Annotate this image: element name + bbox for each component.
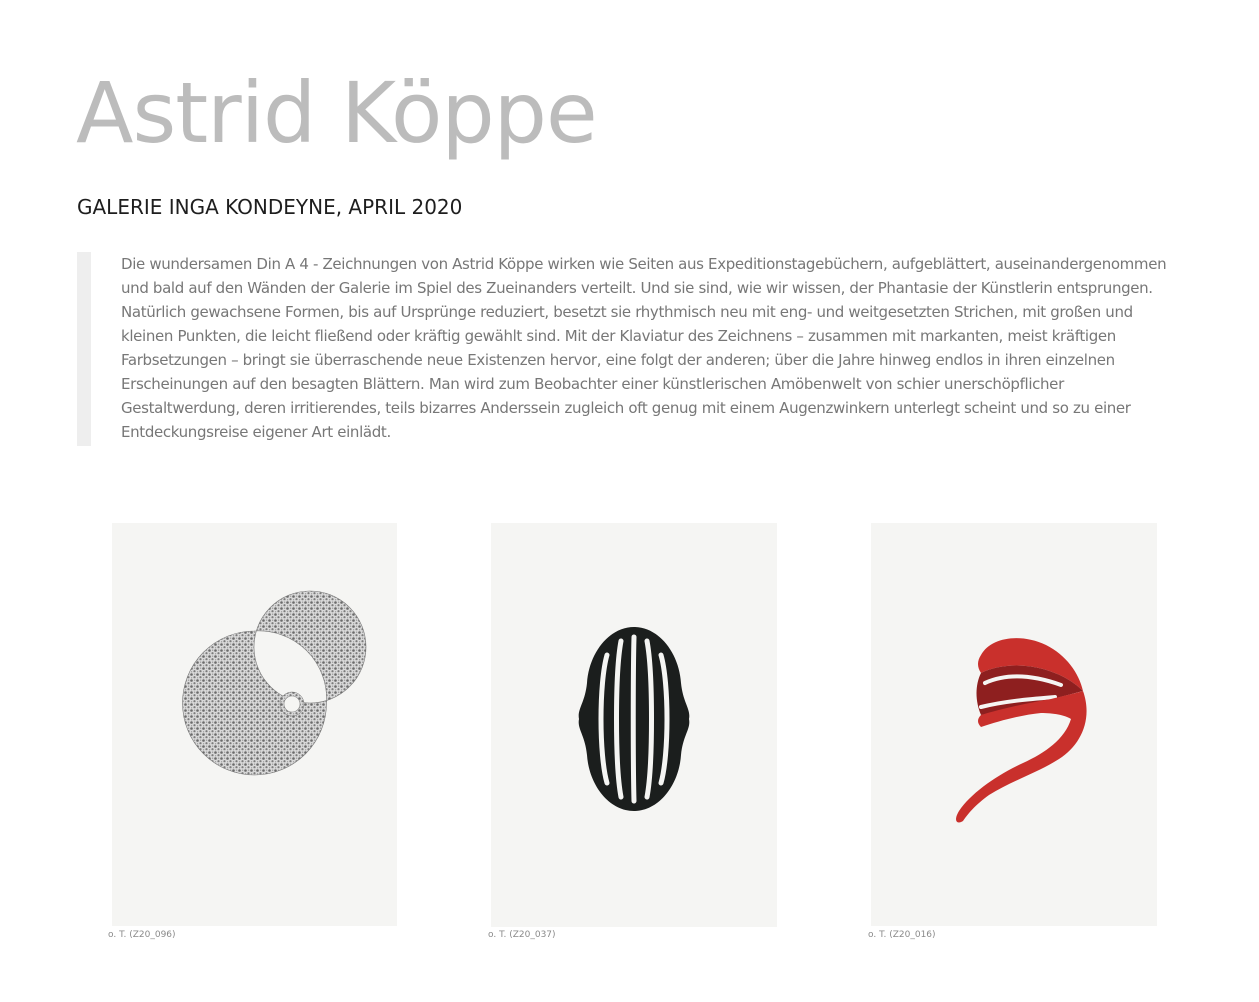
artwork-caption: o. T. (Z20_016) — [868, 930, 936, 940]
gallery-item-2[interactable] — [488, 523, 777, 940]
intro-text: Die wundersamen Din A 4 - Zeichnungen von Astrid Köppe wirken wie Seiten aus Expeditionstagebüchern, aufgeblättert, auseinandergenommen und bald auf den Wänden der Galerie im Spiel des Zueinanders verteilt. Und sie sind, wie wir wissen, der Phantasie der Künstlerin entsprungen. Natürlich gewachsene Formen, bis auf Ursprünge reduziert, besetzt sie rhythmisch neu mit eng- und weitgesetzten Strichen, mit großen und kleinen Punkten, die leicht fließend oder kräftig gewählt sind. Mit der Klaviatur des Zeichnens – zusammen mit markanten, meist kräftigen Farbsetzungen – bringt sie überraschende neue Existenzen hervor, eine folgt der anderen; über die Jahre hinweg endlos in ihren einzelnen Erscheinungen auf den besagten Blättern. Man wird zum Beobachter einer künstlerischen Amöbenwelt von schier unerschöpflicher Gestaltwerdung, deren irritierendes, teils bizarres Anderssein zugleich oft genug mit einem Augenzwinkern unterlegt scheint und so zu einer Entdeckungsreise eigener Art einlädt. — [121, 255, 1167, 441]
gallery-item-1[interactable] — [108, 523, 397, 940]
page-title: Astrid Köppe — [76, 64, 597, 162]
intro-blockquote — [77, 252, 1181, 446]
artwork-caption: o. T. (Z20_096) — [108, 930, 176, 940]
stippled-ring-drawing-icon[interactable] — [112, 523, 397, 926]
red-tongue-shape-drawing-icon[interactable] — [871, 523, 1157, 926]
artwork-caption: o. T. (Z20_037) — [488, 930, 556, 940]
black-striped-seed-drawing-icon[interactable] — [491, 523, 777, 927]
page-subtitle: GALERIE INGA KONDEYNE, APRIL 2020 — [77, 195, 463, 219]
gallery-item-3[interactable] — [868, 523, 1157, 940]
